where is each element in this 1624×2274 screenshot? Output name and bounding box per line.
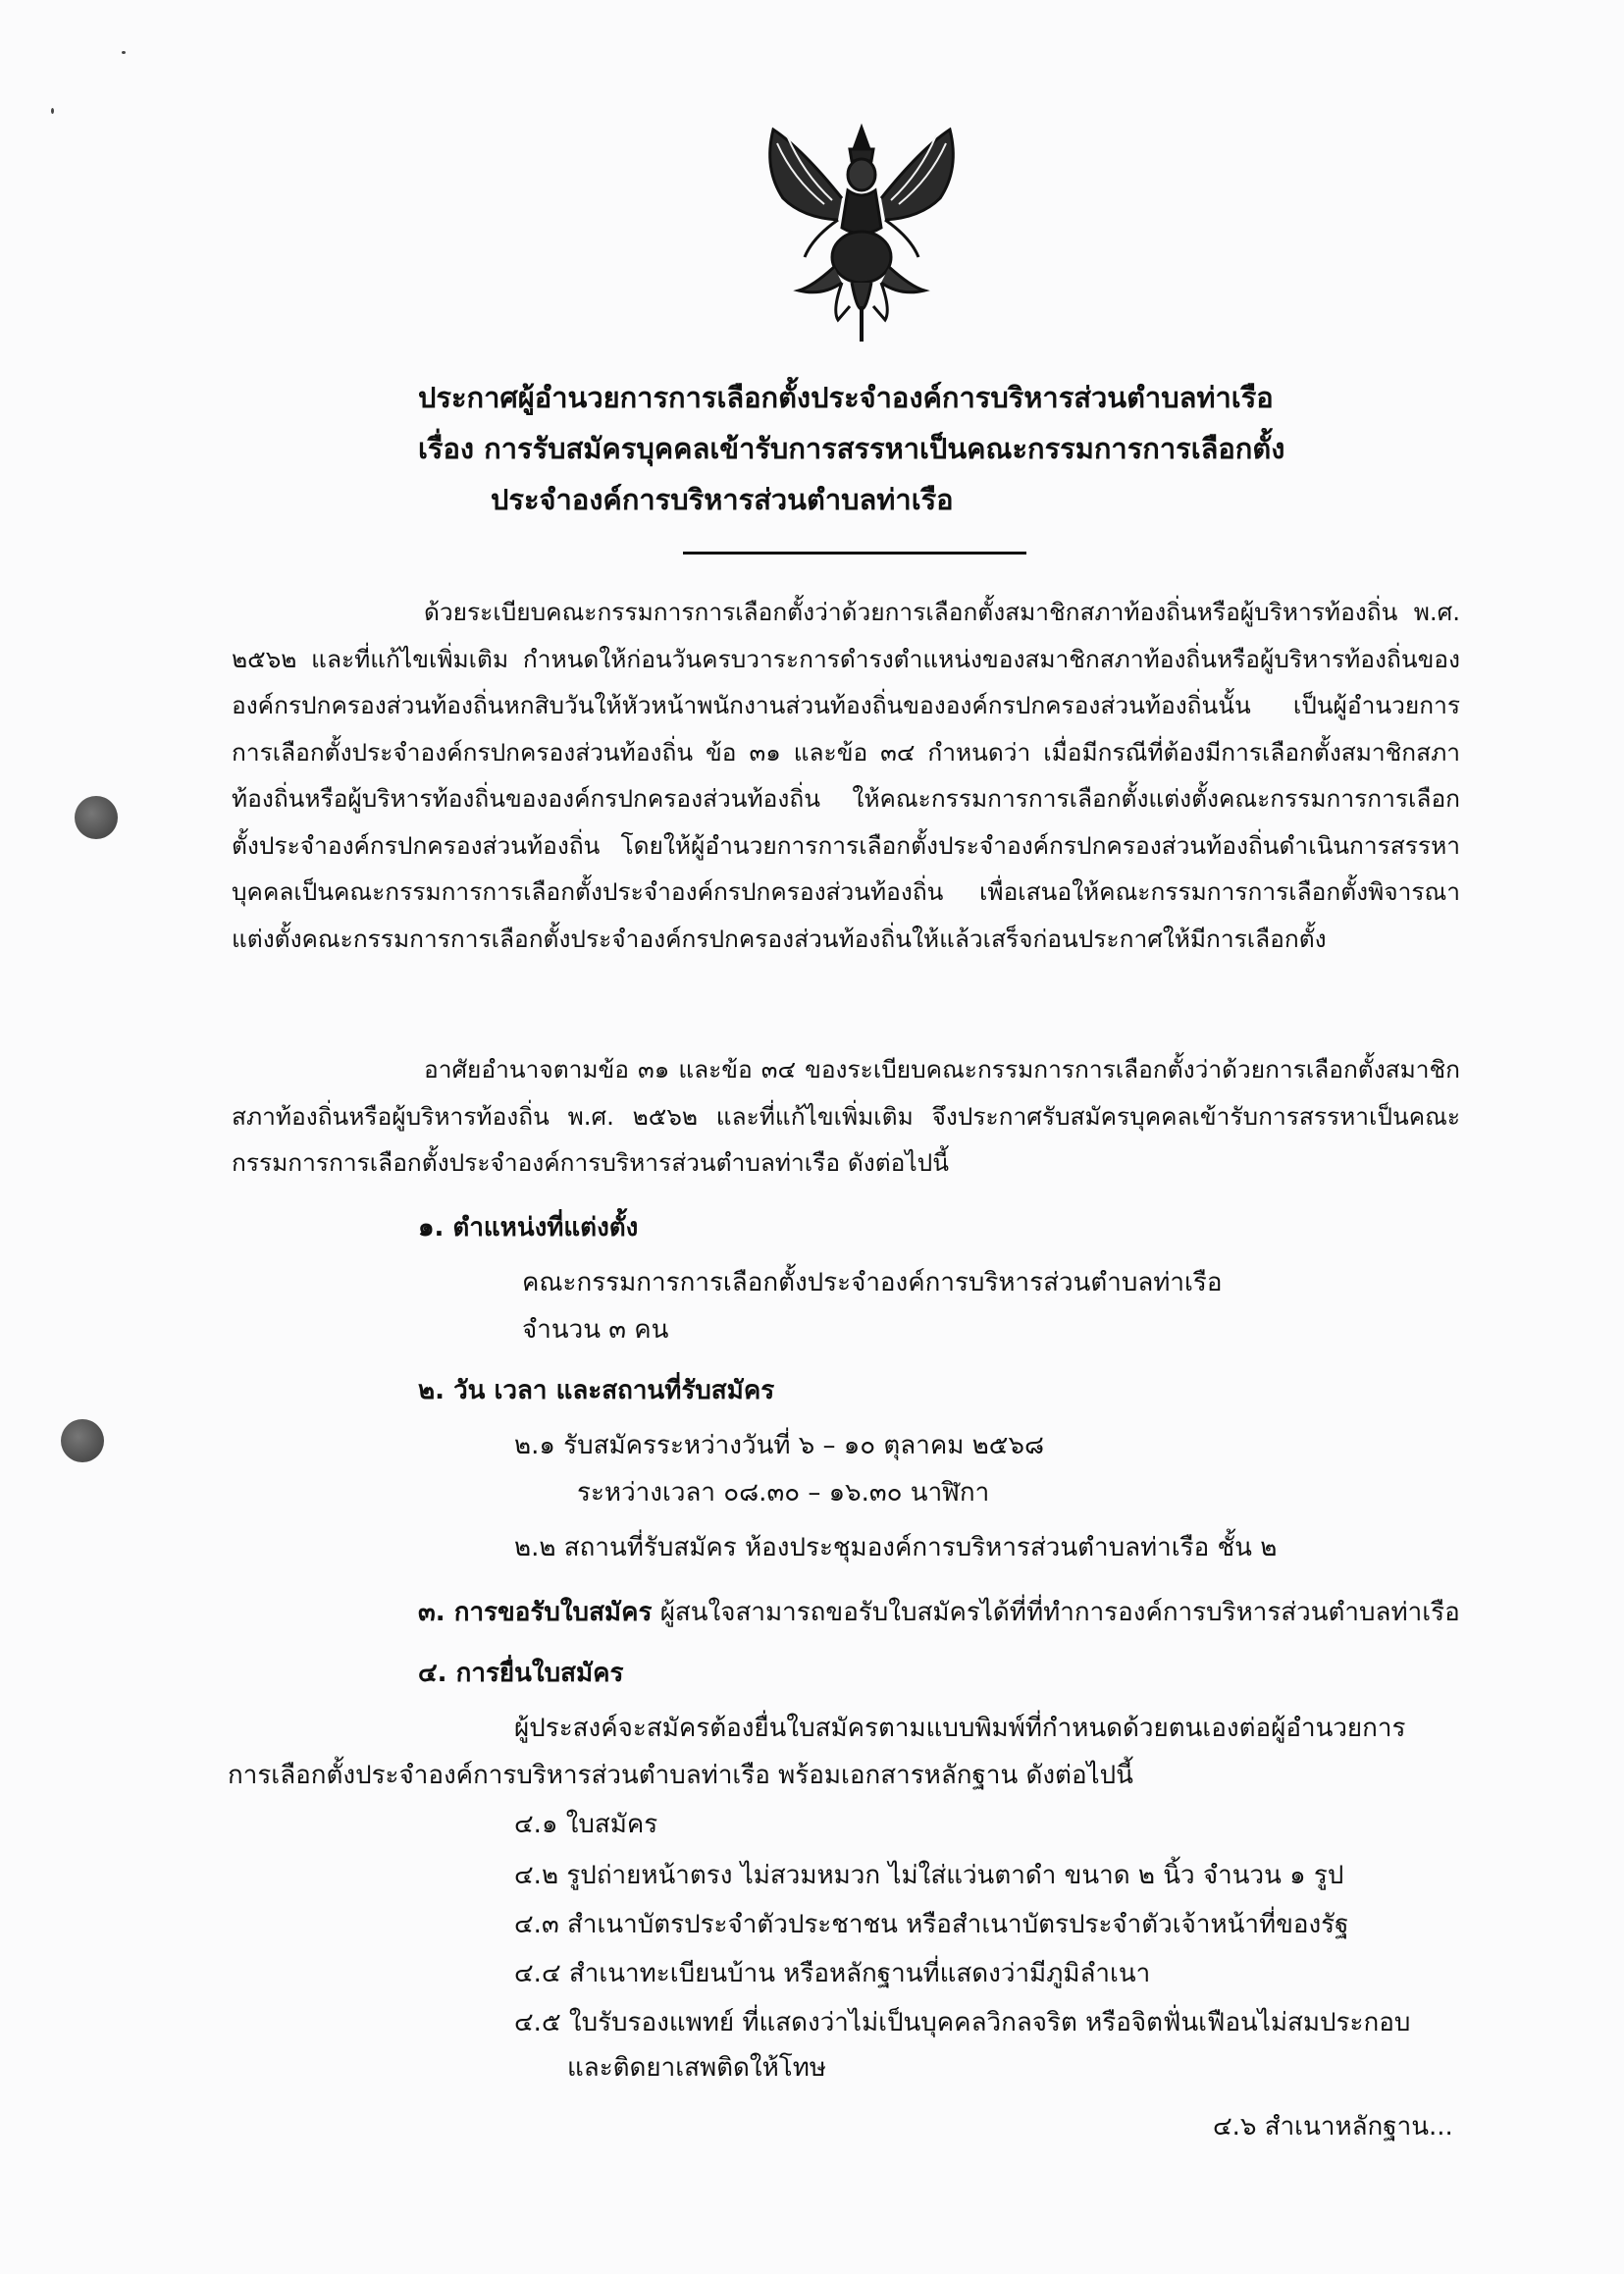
title-divider (683, 552, 1026, 555)
punch-hole-bottom (61, 1419, 104, 1462)
section-3-heading: ๓. การขอรับใบสมัคร (418, 1598, 653, 1627)
section-2-heading: ๒. วัน เวลา และสถานที่รับสมัคร (418, 1376, 775, 1405)
section-1-heading: ๑. ตำแหน่งที่แต่งตั้ง (418, 1213, 639, 1243)
page-continuation: ๔.๖ สำเนาหลักฐาน... (1213, 2112, 1453, 2142)
scan-speck (122, 51, 126, 54)
document-item: ๔.๑ ใบสมัคร (514, 1810, 658, 1839)
document-item: ๔.๒ รูปถ่ายหน้าตรง ไม่สวมหมวก ไม่ใส่แว่นตาดำ ขนาด ๒ นิ้ว จำนวน ๑ รูป (514, 1861, 1344, 1890)
document-item: ๔.๔ สำเนาทะเบียนบ้าน หรือหลักฐานที่แสดงว่ามีภูมิลำเนา (514, 1959, 1151, 1988)
section-4-intro: ผู้ประสงค์จะสมัครต้องยื่นใบสมัครตามแบบพิมพ์ที่กำหนดด้วยตนเองต่อผู้อำนวยการ (514, 1714, 1406, 1743)
section-3-text: ผู้สนใจสามารถขอรับใบสมัครได้ที่ที่ทำการองค์การบริหารส่วนตำบลท่าเรือ (652, 1598, 1460, 1627)
document-item: ๔.๓ สำเนาบัตรประจำตัวประชาชน หรือสำเนาบัตรประจำตัวเจ้าหน้าที่ของรัฐ (514, 1910, 1349, 1939)
section-4-heading: ๔. การยื่นใบสมัคร (418, 1659, 624, 1688)
authority-paragraph (232, 1046, 1460, 1187)
document-item-cont: และติดยาเสพติดให้โทษ (567, 2053, 826, 2083)
section-1-count: จำนวน ๓ คน (522, 1315, 669, 1345)
announcement-subject: เรื่อง การรับสมัครบุคคลเข้ารับการสรรหาเป็นคณะกรรมการการเลือกตั้ง (418, 432, 1285, 465)
garuda-emblem (744, 110, 979, 345)
punch-hole-top (75, 796, 118, 839)
section-2-dates: ๒.๑ รับสมัครระหว่างวันที่ ๖ – ๑๐ ตุลาคม ๒๕๖๘ (514, 1431, 1045, 1460)
section-2-location: ๒.๒ สถานที่รับสมัคร ห้องประชุมองค์การบริหารส่วนตำบลท่าเรือ ชั้น ๒ (514, 1533, 1278, 1562)
announcement-subject-cont: ประจำองค์การบริหารส่วนตำบลท่าเรือ (491, 483, 954, 516)
paragraph-text: อาศัยอำนาจตามข้อ ๓๑ และข้อ ๓๔ ของระเบียบคณะกรรมการการเลือกตั้งว่าด้วยการเลือกตั้งสมาชิกสภาท้องถิ่นหรือผู้บริหารท้องถิ่น พ.ศ. ๒๕๖๒ และที่แก้ไขเพิ่มเติม จึงประกาศรับสมัครบุคคลเข้ารับการสรรหาเป็นคณะกรรมการการเลือกตั้งประจำองค์การบริหารส่วนตำบลท่าเรือ ดังต่อไปนี้ (232, 1055, 1460, 1177)
scan-speck (51, 108, 54, 114)
section-3 (418, 1592, 1460, 1632)
section-1-position: คณะกรรมการการเลือกตั้งประจำองค์การบริหารส่วนตำบลท่าเรือ (522, 1268, 1223, 1297)
section-4-intro-cont: การเลือกตั้งประจำองค์การบริหารส่วนตำบลท่าเรือ พร้อมเอกสารหลักฐาน ดังต่อไปนี้ (228, 1761, 1133, 1790)
announcement-title: ประกาศผู้อำนวยการการเลือกตั้งประจำองค์การบริหารส่วนตำบลท่าเรือ (418, 381, 1274, 414)
section-2-time: ระหว่างเวลา ๐๘.๓๐ – ๑๖.๓๐ นาฬิกา (577, 1478, 990, 1507)
document-item: ๔.๕ ใบรับรองแพทย์ ที่แสดงว่าไม่เป็นบุคคลวิกลจริต หรือจิตฟั่นเฟือนไม่สมประกอบ (514, 2008, 1411, 2037)
paragraph-text: ด้วยระเบียบคณะกรรมการการเลือกตั้งว่าด้วยการเลือกตั้งสมาชิกสภาท้องถิ่นหรือผู้บริหารท้องถิ่น พ.ศ. ๒๕๖๒ และที่แก้ไขเพิ่มเติม กำหนดให้ก่อนวันครบวาระการดำรงตำแหน่งของสมาชิกสภาท้องถิ่นหรือผู้บริหารท้องถิ่นขององค์กรปกครองส่วนท้องถิ่นหกสิบวันให้หัวหน้าพนักงานส่วนท้องถิ่นขององค์กรปกครองส่วนท้องถิ่นนั้น เป็นผู้อำนวยการการเลือกตั้งประจำองค์กรปกครองส่วนท้องถิ่น ข้อ ๓๑ และข้อ ๓๔ กำหนดว่า เมื่อมีกรณีที่ต้องมีการเลือกตั้งสมาชิกสภาท้องถิ่นหรือผู้บริหารท้องถิ่นขององค์กรปกครองส่วนท้องถิ่น ให้คณะกรรมการการเลือกตั้งแต่งตั้งคณะกรรมการการเลือกตั้งประจำองค์กรปกครองส่วนท้องถิ่น โดยให้ผู้อำนวยการการเลือกตั้งประจำองค์กรปกครองส่วนท้องถิ่นดำเนินการสรรหาบุคคลเป็นคณะกรรมการการเลือกตั้งประจำองค์กรปกครองส่วนท้องถิ่น เพื่อเสนอให้คณะกรรมการการเลือกตั้งพิจารณาแต่งตั้งคณะกรรมการการเลือกตั้งประจำองค์กรปกครองส่วนท้องถิ่นให้แล้วเสร็จก่อนประกาศให้มีการเลือกตั้ง (232, 598, 1460, 953)
intro-paragraph (232, 589, 1460, 962)
